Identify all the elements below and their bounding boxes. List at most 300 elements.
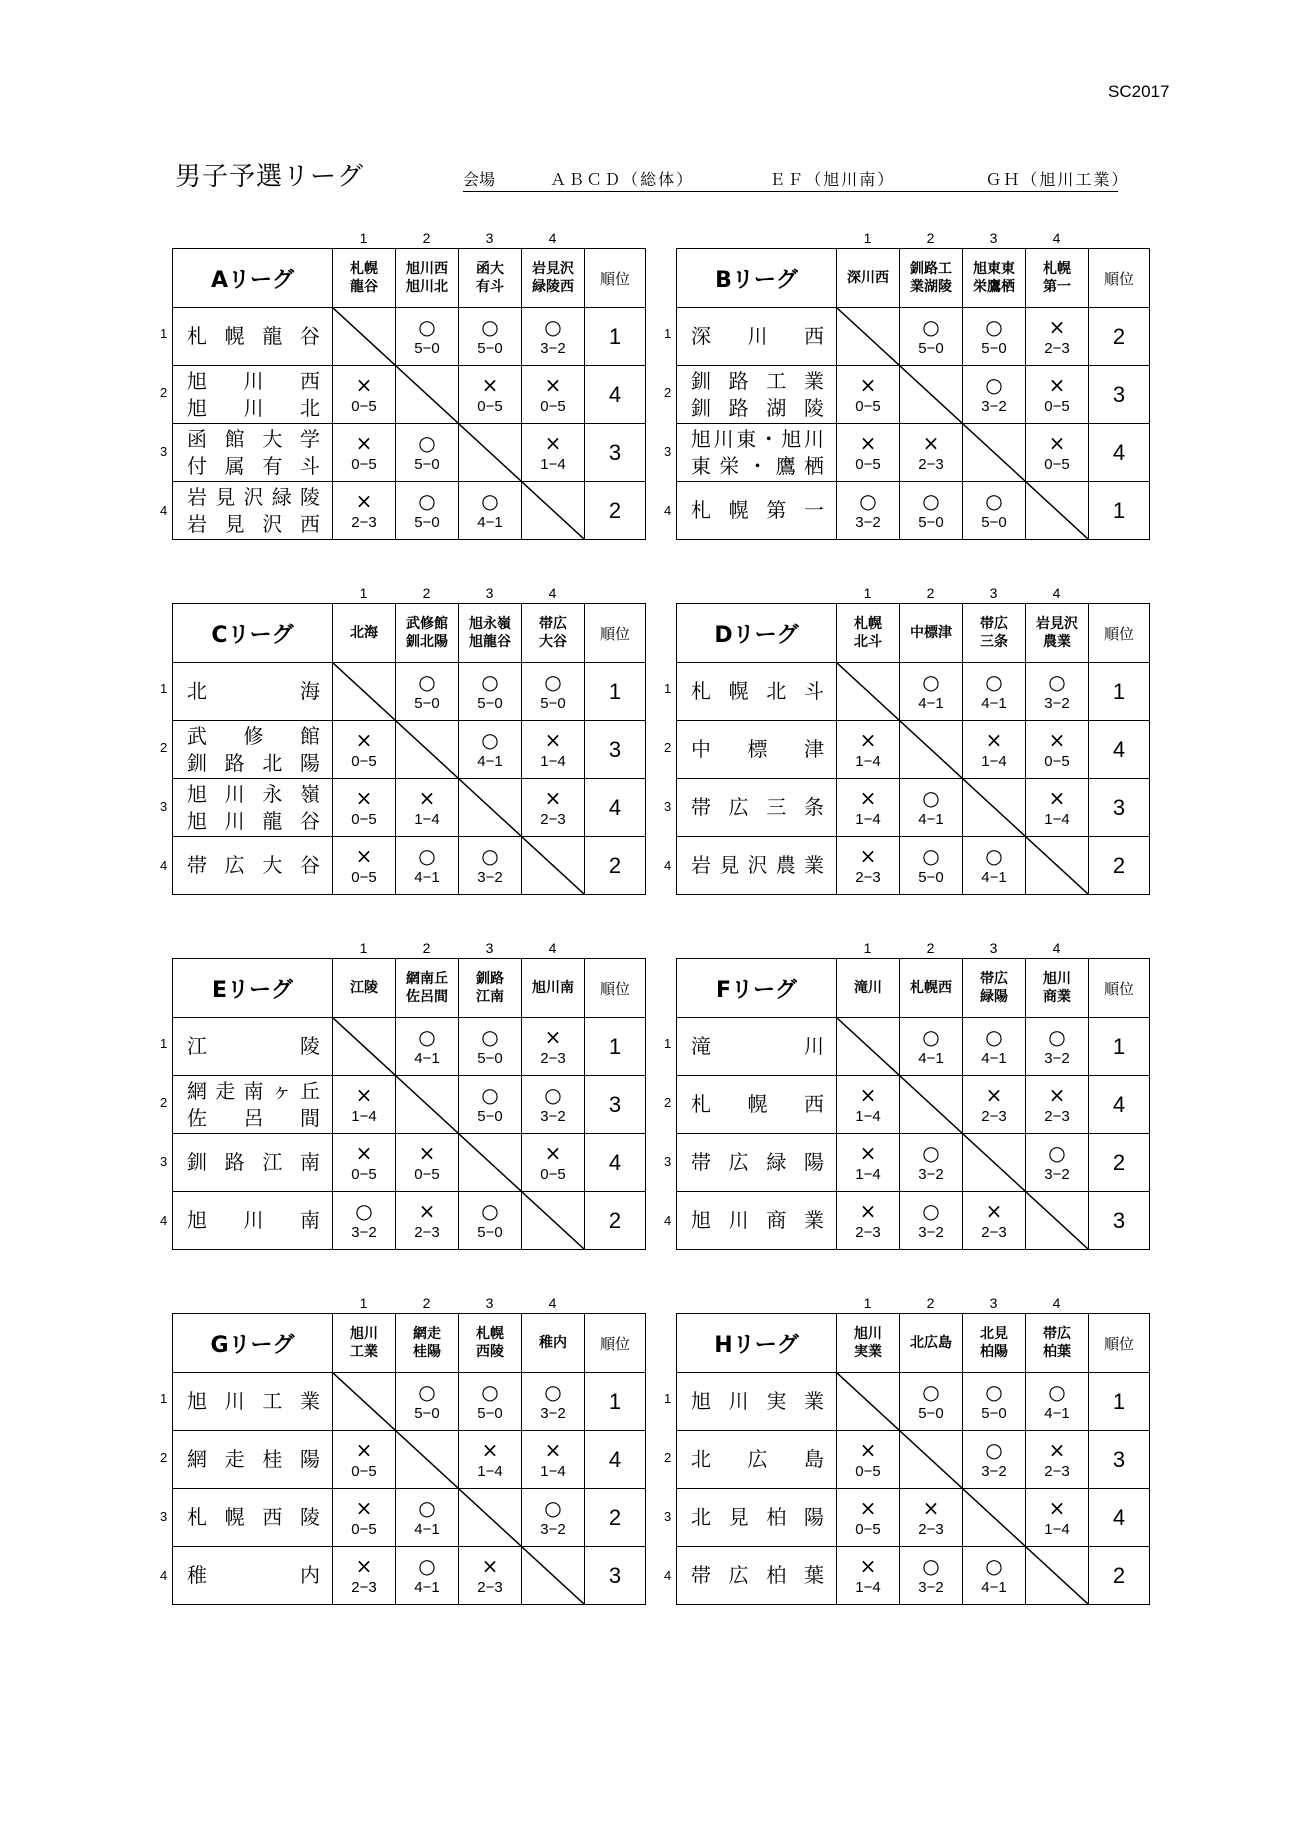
team-row — [677, 1431, 1150, 1489]
team-name — [173, 837, 333, 895]
column-number: 4 — [548, 230, 557, 246]
column-header — [1026, 959, 1089, 1018]
team-name-line: 札幌西陵 — [187, 1505, 320, 1529]
result-cell — [837, 482, 900, 540]
loss-mark: × — [418, 785, 436, 810]
league-block — [160, 938, 645, 1250]
column-number: 4 — [548, 940, 557, 956]
team-name — [677, 1373, 837, 1431]
column-number: 3 — [989, 230, 998, 246]
loss-mark: × — [418, 1140, 436, 1165]
column-header — [837, 1314, 900, 1373]
match-score: 1−4 — [1044, 810, 1070, 828]
result-cell — [900, 308, 963, 366]
team-name-line: 岩見沢緑陵 — [187, 484, 320, 509]
result-cell — [963, 308, 1026, 366]
team-name-line: 札幌龍谷 — [187, 324, 320, 348]
win-mark: ○ — [985, 843, 1003, 868]
match-score: 2−3 — [1044, 1107, 1070, 1125]
match-score: 0−5 — [1044, 455, 1070, 473]
result-cell — [522, 1489, 585, 1547]
team-name-line: 旭川実業 — [691, 1389, 824, 1413]
team-name-line: 旭川永嶺 — [187, 781, 320, 806]
column-header — [522, 249, 585, 308]
row-number: 4 — [664, 858, 672, 873]
rank-value: 4 — [1089, 1076, 1150, 1134]
column-header-line: 柏陽 — [980, 1344, 1008, 1360]
team-name — [173, 366, 333, 424]
column-header-line: 実業 — [854, 1344, 882, 1360]
column-header-line: 網走 — [413, 1326, 441, 1342]
column-header — [522, 1314, 585, 1373]
loss-mark: × — [1048, 430, 1066, 455]
result-cell — [1026, 1489, 1089, 1547]
column-header-line: 緑陽 — [980, 989, 1008, 1005]
diagonal-line — [333, 1018, 395, 1075]
result-cell — [963, 663, 1026, 721]
column-number: 3 — [485, 230, 494, 246]
result-cell — [396, 1373, 459, 1431]
column-header-line: 佐呂間 — [406, 989, 448, 1005]
team-name-line: 釧路工業 — [691, 368, 824, 393]
result-cell — [900, 1547, 963, 1605]
rank-value: 2 — [585, 482, 646, 540]
win-mark: ○ — [985, 669, 1003, 694]
match-score: 5−0 — [414, 455, 440, 473]
column-header-line: 農業 — [1043, 634, 1071, 650]
team-row — [173, 779, 646, 837]
table-header-row — [173, 604, 646, 663]
team-name — [173, 1431, 333, 1489]
column-header — [333, 1314, 396, 1373]
self-match-cell — [963, 1134, 1026, 1192]
loss-mark: × — [1048, 372, 1066, 397]
result-cell — [963, 1373, 1026, 1431]
rank-header: 順位 — [585, 249, 646, 308]
rank-value: 4 — [1089, 424, 1150, 482]
loss-mark: × — [859, 1140, 877, 1165]
column-header-line: 函大 — [476, 261, 504, 277]
row-number: 4 — [664, 1213, 672, 1228]
match-score: 0−5 — [1044, 752, 1070, 770]
diagonal-line — [837, 308, 899, 365]
match-score: 2−3 — [855, 1223, 881, 1241]
column-header — [396, 604, 459, 663]
rank-value: 3 — [1089, 779, 1150, 837]
column-header-line: 岩見沢 — [532, 261, 574, 277]
self-match-cell — [900, 366, 963, 424]
column-header-line: 滝川 — [854, 980, 882, 996]
win-mark: ○ — [922, 1140, 940, 1165]
column-number: 1 — [863, 230, 872, 246]
win-mark: ○ — [418, 1495, 436, 1520]
self-match-cell — [1026, 1192, 1089, 1250]
team-name-line: 稚内 — [187, 1563, 320, 1587]
result-cell — [900, 482, 963, 540]
team-name-line: 武修館 — [187, 723, 320, 748]
column-number: 4 — [1052, 230, 1061, 246]
column-numbers — [676, 938, 1149, 958]
team-row — [677, 1076, 1150, 1134]
result-cell — [900, 1373, 963, 1431]
match-score: 3−2 — [918, 1165, 944, 1183]
diagonal-line — [837, 1018, 899, 1075]
rank-value: 4 — [585, 1431, 646, 1489]
win-mark: ○ — [985, 372, 1003, 397]
result-cell — [459, 1018, 522, 1076]
table-header-row — [173, 959, 646, 1018]
result-cell — [963, 1018, 1026, 1076]
result-cell — [459, 1373, 522, 1431]
win-mark: ○ — [544, 669, 562, 694]
match-score: 5−0 — [981, 1404, 1007, 1422]
win-mark: ○ — [922, 1198, 940, 1223]
team-name-line: 網走南ヶ丘 — [187, 1078, 320, 1103]
win-mark: ○ — [985, 1437, 1003, 1462]
match-score: 0−5 — [414, 1165, 440, 1183]
team-name-line: 旭川工業 — [187, 1389, 320, 1413]
win-mark: ○ — [481, 1198, 499, 1223]
row-number: 3 — [664, 1154, 672, 1169]
result-cell — [1026, 663, 1089, 721]
venue-abcd: ＡＢＣＤ（総体） — [550, 170, 695, 189]
column-header-line: 旭川北 — [406, 279, 448, 295]
column-header — [900, 959, 963, 1018]
row-number: 4 — [160, 503, 168, 518]
team-name-line: 旭川南 — [187, 1208, 320, 1232]
result-cell — [1026, 308, 1089, 366]
rank-value: 1 — [1089, 663, 1150, 721]
loss-mark: × — [544, 1024, 562, 1049]
column-header-line: 業湖陵 — [910, 279, 952, 295]
diagonal-line — [396, 1076, 458, 1133]
result-cell — [963, 1076, 1026, 1134]
league-name: Fリーグ — [677, 959, 837, 1018]
loss-mark: × — [544, 727, 562, 752]
table-header-row — [677, 604, 1150, 663]
match-score: 2−3 — [351, 1578, 377, 1596]
rank-header: 順位 — [1089, 959, 1150, 1018]
diagonal-line — [963, 1489, 1025, 1546]
result-cell — [837, 721, 900, 779]
match-score: 0−5 — [351, 1520, 377, 1538]
rank-header: 順位 — [1089, 604, 1150, 663]
match-score: 4−1 — [414, 1520, 440, 1538]
result-cell — [837, 1431, 900, 1489]
match-score: 1−4 — [855, 810, 881, 828]
self-match-cell — [333, 1373, 396, 1431]
column-header — [1026, 249, 1089, 308]
match-score: 1−4 — [540, 752, 566, 770]
column-header-line: 旭川南 — [532, 980, 574, 996]
team-name — [173, 1489, 333, 1547]
team-name-line: 函館大学 — [187, 426, 320, 451]
match-score: 5−0 — [477, 339, 503, 357]
column-header-line: 北海 — [350, 625, 378, 641]
loss-mark: × — [859, 1553, 877, 1578]
column-header — [837, 249, 900, 308]
team-name-line: 網走桂陽 — [187, 1447, 320, 1471]
table-header-row — [173, 1314, 646, 1373]
column-header — [459, 959, 522, 1018]
loss-mark: × — [859, 843, 877, 868]
column-number: 3 — [485, 585, 494, 601]
team-name-line: 旭川北 — [187, 395, 320, 420]
column-header-line: 旭永嶺 — [469, 616, 511, 632]
column-numbers — [676, 583, 1149, 603]
match-score: 0−5 — [351, 455, 377, 473]
rank-value: 3 — [585, 1547, 646, 1605]
loss-mark: × — [985, 1198, 1003, 1223]
row-number: 2 — [160, 1095, 168, 1110]
team-name — [173, 1076, 333, 1134]
self-match-cell — [1026, 482, 1089, 540]
column-header-line: 旭川西 — [406, 261, 448, 277]
team-name — [173, 779, 333, 837]
team-row — [677, 308, 1150, 366]
team-row — [677, 366, 1150, 424]
column-numbers — [676, 228, 1149, 248]
self-match-cell — [837, 308, 900, 366]
column-number: 1 — [863, 1295, 872, 1311]
league-table — [172, 1313, 646, 1605]
row-number: 2 — [160, 1450, 168, 1465]
rank-header: 順位 — [1089, 1314, 1150, 1373]
row-number: 3 — [160, 444, 168, 459]
result-cell — [1026, 424, 1089, 482]
row-number: 4 — [160, 858, 168, 873]
league-name: Aリーグ — [173, 249, 333, 308]
rank-value: 3 — [585, 721, 646, 779]
result-cell — [522, 1134, 585, 1192]
result-cell — [900, 1489, 963, 1547]
match-score: 2−3 — [540, 810, 566, 828]
self-match-cell — [333, 663, 396, 721]
column-header-line: 工業 — [350, 1344, 378, 1360]
result-cell — [522, 1431, 585, 1489]
column-header — [963, 249, 1026, 308]
loss-mark: × — [544, 430, 562, 455]
league-block — [664, 228, 1149, 540]
team-name — [677, 1076, 837, 1134]
rank-value: 4 — [585, 1134, 646, 1192]
result-cell — [837, 1134, 900, 1192]
row-number: 3 — [664, 444, 672, 459]
column-header-line: 旭川 — [1043, 971, 1071, 987]
match-score: 4−1 — [918, 694, 944, 712]
match-score: 3−2 — [981, 1462, 1007, 1480]
self-match-cell — [333, 1018, 396, 1076]
match-score: 4−1 — [477, 752, 503, 770]
team-name — [677, 837, 837, 895]
result-cell — [522, 721, 585, 779]
team-row — [677, 837, 1150, 895]
result-cell — [900, 1134, 963, 1192]
column-header — [963, 959, 1026, 1018]
win-mark: ○ — [922, 669, 940, 694]
column-header-line: 札幌西 — [910, 980, 952, 996]
result-cell — [837, 779, 900, 837]
diagonal-line — [1026, 1192, 1088, 1249]
match-score: 0−5 — [351, 752, 377, 770]
league-name: Dリーグ — [677, 604, 837, 663]
column-header — [333, 249, 396, 308]
match-score: 2−3 — [351, 513, 377, 531]
loss-mark: × — [355, 488, 373, 513]
column-header — [1026, 604, 1089, 663]
team-name — [677, 482, 837, 540]
loss-mark: × — [859, 727, 877, 752]
win-mark: ○ — [355, 1198, 373, 1223]
rank-value: 2 — [1089, 1134, 1150, 1192]
team-name — [677, 1489, 837, 1547]
match-score: 3−2 — [351, 1223, 377, 1241]
win-mark: ○ — [922, 1553, 940, 1578]
column-number: 3 — [989, 585, 998, 601]
result-cell — [837, 424, 900, 482]
self-match-cell — [963, 1489, 1026, 1547]
column-header-line: 商業 — [1043, 989, 1071, 1005]
team-row — [173, 1018, 646, 1076]
self-match-cell — [396, 1076, 459, 1134]
self-match-cell — [396, 1431, 459, 1489]
column-header-line: 北斗 — [854, 634, 882, 650]
team-name-line: 釧路湖陵 — [691, 395, 824, 420]
result-cell — [459, 1547, 522, 1605]
match-score: 2−3 — [1044, 1462, 1070, 1480]
win-mark: ○ — [481, 727, 499, 752]
win-mark: ○ — [481, 1024, 499, 1049]
match-score: 4−1 — [981, 1049, 1007, 1067]
column-header-line: 桂陽 — [413, 1344, 441, 1360]
diagonal-line — [522, 837, 584, 894]
column-header-line: 柏葉 — [1043, 1344, 1071, 1360]
match-score: 5−0 — [414, 339, 440, 357]
row-number: 1 — [664, 681, 672, 696]
column-header-line: 深川西 — [847, 270, 889, 286]
table-header-row — [677, 249, 1150, 308]
column-number: 2 — [422, 940, 431, 956]
match-score: 3−2 — [1044, 1165, 1070, 1183]
result-cell — [396, 424, 459, 482]
column-numbers — [172, 583, 645, 603]
team-row — [173, 721, 646, 779]
league-name: Gリーグ — [173, 1314, 333, 1373]
column-header-line: 札幌 — [1043, 261, 1071, 277]
league-table — [676, 1313, 1150, 1605]
team-name — [173, 1547, 333, 1605]
column-header — [837, 604, 900, 663]
result-cell — [396, 1134, 459, 1192]
match-score: 2−3 — [981, 1107, 1007, 1125]
win-mark: ○ — [922, 785, 940, 810]
match-score: 3−2 — [855, 513, 881, 531]
result-cell — [333, 779, 396, 837]
loss-mark: × — [481, 372, 499, 397]
result-cell — [963, 1192, 1026, 1250]
team-name-line: 江陵 — [187, 1034, 320, 1058]
loss-mark: × — [355, 430, 373, 455]
match-score: 5−0 — [414, 694, 440, 712]
result-cell — [1026, 1373, 1089, 1431]
league-table — [676, 603, 1150, 895]
result-cell — [333, 1547, 396, 1605]
venue-line — [463, 167, 1130, 192]
column-header-line: 西陵 — [476, 1344, 504, 1360]
result-cell — [900, 837, 963, 895]
column-header-line: 武修館 — [406, 616, 448, 632]
result-cell — [1026, 779, 1089, 837]
column-numbers — [172, 228, 645, 248]
self-match-cell — [522, 1547, 585, 1605]
rank-header: 順位 — [585, 604, 646, 663]
match-score: 4−1 — [414, 1049, 440, 1067]
team-name-line: 釧路北陽 — [187, 750, 320, 775]
diagonal-line — [1026, 837, 1088, 894]
loss-mark: × — [859, 1082, 877, 1107]
column-header-line: 旭川 — [854, 1326, 882, 1342]
team-row — [677, 1134, 1150, 1192]
win-mark: ○ — [544, 1379, 562, 1404]
self-match-cell — [900, 721, 963, 779]
column-header-line: 緑陵西 — [532, 279, 574, 295]
result-cell — [963, 366, 1026, 424]
page-title: 男子予選リーグ — [175, 162, 365, 192]
diagonal-line — [396, 721, 458, 778]
diagonal-line — [837, 663, 899, 720]
table-header-row — [677, 959, 1150, 1018]
loss-mark: × — [355, 1082, 373, 1107]
venue-label: 会場 — [463, 170, 496, 189]
loss-mark: × — [355, 1495, 373, 1520]
column-number: 1 — [359, 585, 368, 601]
diagonal-line — [1026, 482, 1088, 539]
column-number: 1 — [359, 940, 368, 956]
diagonal-line — [333, 308, 395, 365]
match-score: 2−3 — [918, 1520, 944, 1538]
rank-value: 1 — [1089, 1018, 1150, 1076]
column-header-line: 北見 — [980, 1326, 1008, 1342]
match-score: 1−4 — [855, 1578, 881, 1596]
result-cell — [333, 1076, 396, 1134]
row-number: 3 — [160, 1509, 168, 1524]
win-mark: ○ — [1048, 1379, 1066, 1404]
team-name-line: 帯広柏葉 — [691, 1563, 824, 1587]
diagonal-line — [963, 1134, 1025, 1191]
match-score: 4−1 — [414, 868, 440, 886]
win-mark: ○ — [1048, 669, 1066, 694]
rank-value: 3 — [1089, 1192, 1150, 1250]
match-score: 0−5 — [351, 868, 377, 886]
table-header-row — [677, 1314, 1150, 1373]
match-score: 1−4 — [540, 455, 566, 473]
loss-mark: × — [1048, 1495, 1066, 1520]
loss-mark: × — [985, 727, 1003, 752]
match-score: 0−5 — [351, 397, 377, 415]
team-name — [677, 308, 837, 366]
column-header-line: 旭東東 — [973, 261, 1015, 277]
team-row — [173, 482, 646, 540]
diagonal-line — [522, 1192, 584, 1249]
match-score: 2−3 — [981, 1223, 1007, 1241]
result-cell — [459, 721, 522, 779]
league-table — [676, 248, 1150, 540]
result-cell — [1026, 1134, 1089, 1192]
match-score: 0−5 — [855, 397, 881, 415]
row-number: 2 — [664, 385, 672, 400]
result-cell — [333, 366, 396, 424]
team-name-line: 帯広緑陽 — [691, 1150, 824, 1174]
